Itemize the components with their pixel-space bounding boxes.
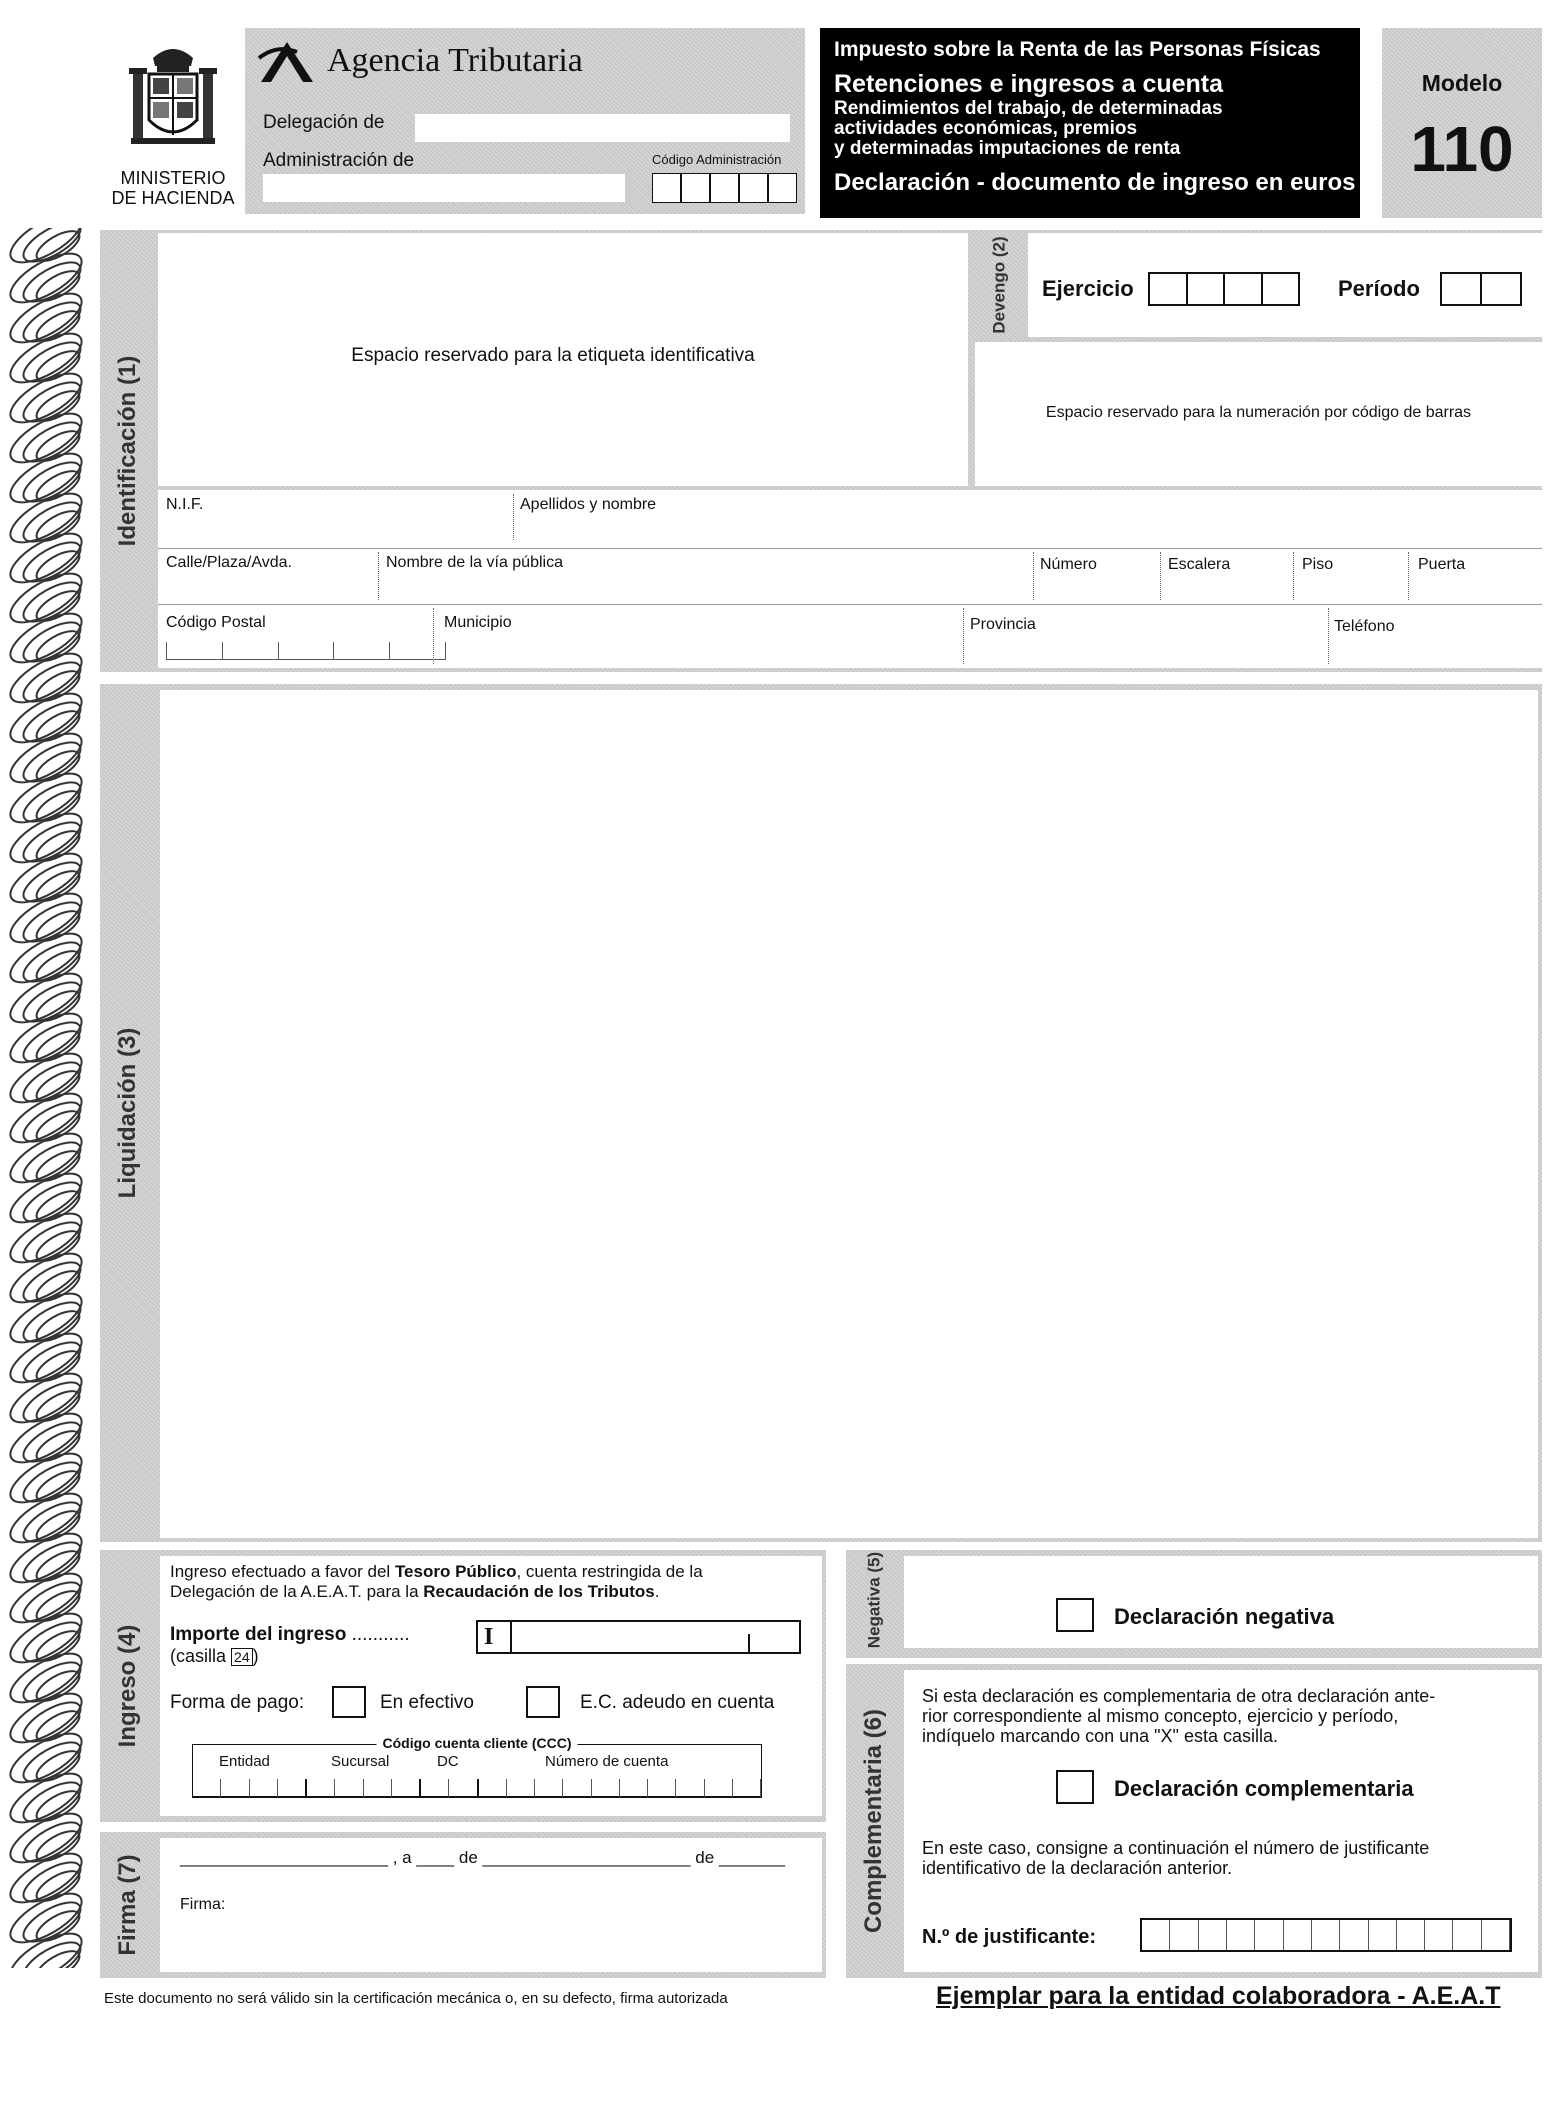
piso-label: Piso	[1302, 556, 1334, 573]
justificante-field[interactable]	[1140, 1918, 1512, 1952]
efectivo-label: En efectivo	[380, 1692, 474, 1713]
via-label: Nombre de la vía pública	[386, 554, 563, 571]
efectivo-checkbox[interactable]	[332, 1686, 366, 1718]
municipio-label: Municipio	[444, 614, 512, 631]
firma-date-line: ______________________ , a ____ de ______________________ de _______	[180, 1848, 786, 1867]
identificacion-label: Identificación (1)	[114, 355, 141, 547]
footer-note: Este documento no será válido sin la certificación mecánica o, en su defecto, firma autorizada	[104, 1990, 728, 2007]
modelo-label: Modelo	[1421, 70, 1503, 96]
ingreso-text-e: Recaudación de los Tributos	[423, 1582, 655, 1601]
importe-label: Importe del ingreso	[170, 1624, 347, 1645]
agency-header	[245, 28, 805, 214]
administracion-field[interactable]	[263, 174, 625, 202]
numero-field[interactable]	[1040, 576, 1155, 598]
ingreso-text-f: .	[654, 1582, 660, 1601]
delegacion-field[interactable]	[415, 114, 790, 142]
codigo-admin-field[interactable]	[652, 173, 797, 203]
puerta-field[interactable]	[1418, 576, 1536, 598]
municipio-field[interactable]	[444, 636, 964, 660]
tax-title-line4: actividades económicas, premios	[834, 118, 1138, 139]
agency-logo-icon	[257, 38, 317, 86]
agency-name: Agencia Tributaria	[327, 42, 583, 79]
ministry-name-1: MINISTERIO	[120, 168, 226, 188]
decorative-border	[0, 228, 98, 1968]
nif-field[interactable]	[166, 516, 506, 540]
complementaria-area	[904, 1670, 1538, 1972]
entidad-label: Entidad	[219, 1753, 270, 1770]
devengo-side	[972, 233, 1026, 337]
tax-title-line6: Declaración - documento de ingreso en euros	[834, 169, 1356, 196]
administracion-label: Administración de	[263, 150, 415, 171]
firma-label-vertical: Firma (7)	[114, 1854, 141, 1956]
cp-label: Código Postal	[166, 614, 266, 631]
ejercicio-label: Ejercicio	[1042, 276, 1134, 301]
provincia-label: Provincia	[970, 616, 1036, 633]
ingreso-text-c: , cuenta restringida de la	[516, 1562, 703, 1581]
liquidacion-area[interactable]	[160, 690, 1538, 1538]
importe-prefix: I	[484, 1624, 494, 1650]
adeudo-checkbox[interactable]	[526, 1686, 560, 1718]
justificante-label: N.º de justificante:	[922, 1926, 1096, 1948]
ministry-name-2: DE HACIENDA	[111, 188, 235, 208]
provincia-field[interactable]	[970, 636, 1320, 660]
casilla-label: (casilla	[170, 1646, 227, 1666]
modelo-number: 110	[1410, 113, 1514, 185]
casilla-close: )	[252, 1646, 259, 1666]
apellidos-field[interactable]	[520, 516, 1530, 540]
forma-pago-label: Forma de pago:	[170, 1692, 305, 1713]
ingreso-text-b: Tesoro Público	[394, 1562, 517, 1581]
tax-title-line1: Impuesto sobre la Renta de las Personas Físicas	[834, 38, 1321, 61]
puerta-label: Puerta	[1418, 556, 1466, 573]
complementaria-checkbox-label: Declaración complementaria	[1114, 1776, 1414, 1801]
firma-area[interactable]	[160, 1838, 822, 1972]
negativa-area	[904, 1556, 1538, 1648]
importe-dots: ...........	[351, 1624, 410, 1645]
devengo-label: Devengo (2)	[989, 236, 1009, 334]
delegacion-label: Delegación de	[263, 112, 385, 133]
etiqueta-area	[158, 233, 968, 486]
escalera-field[interactable]	[1168, 576, 1288, 598]
devengo-area	[1028, 233, 1542, 337]
casilla-number: 24	[231, 1648, 253, 1666]
calle-label: Calle/Plaza/Avda.	[166, 554, 292, 571]
numero-cuenta-label: Número de cuenta	[545, 1753, 669, 1770]
identificacion-side	[100, 230, 156, 672]
barcode-text: Espacio reservado para la numeración por código de barras	[1045, 404, 1472, 421]
modelo-box	[1382, 28, 1542, 218]
footer-ejemplar: Ejemplar para la entidad colaboradora - A.E.A.T	[936, 1982, 1501, 2010]
dc-label: DC	[437, 1753, 459, 1770]
negativa-label: Negativa (5)	[864, 1551, 884, 1649]
complementaria-text2: rior correspondiente al mismo concepto, ejercicio y período,	[922, 1706, 1399, 1726]
codigo-admin-label: Código Administración	[652, 152, 782, 167]
ingreso-label: Ingreso (4)	[114, 1624, 141, 1748]
liquidacion-label: Liquidación (3)	[114, 1027, 141, 1199]
complementaria-side	[846, 1664, 902, 1978]
complementaria-text1: Si esta declaración es complementaria de otra declaración ante-	[922, 1686, 1436, 1706]
periodo-label: Período	[1338, 276, 1420, 301]
piso-field[interactable]	[1302, 576, 1402, 598]
cp-field[interactable]	[166, 642, 446, 660]
numero-label: Número	[1040, 556, 1097, 573]
ingreso-side	[100, 1550, 156, 1822]
via-field[interactable]	[386, 574, 1026, 598]
negativa-checkbox-label: Declaración negativa	[1114, 1604, 1335, 1629]
etiqueta-text: Espacio reservado para la etiqueta identificativa	[351, 345, 755, 366]
tax-title-line5: y determinadas imputaciones de renta	[834, 138, 1181, 159]
negativa-side	[846, 1550, 902, 1650]
complementaria-text5: identificativo de la declaración anterior.	[922, 1858, 1233, 1878]
nif-label: N.I.F.	[166, 496, 204, 513]
ingreso-text-d: Delegación de la A.E.A.T. para la	[170, 1582, 424, 1601]
firma-side	[100, 1832, 156, 1978]
firma-label: Firma:	[180, 1896, 226, 1913]
ejercicio-field[interactable]	[1148, 272, 1300, 306]
address-area	[158, 490, 1542, 668]
adeudo-label: E.C. adeudo en cuenta	[580, 1692, 775, 1713]
barcode-area	[975, 342, 1542, 486]
telefono-field[interactable]	[1334, 638, 1534, 660]
ingreso-area	[160, 1556, 822, 1816]
ingreso-text-a: Ingreso efectuado a favor del	[170, 1562, 395, 1581]
sucursal-label: Sucursal	[331, 1753, 390, 1770]
complementaria-text3: indíquelo marcando con una "X" esta casilla.	[922, 1726, 1278, 1746]
escalera-label: Escalera	[1168, 556, 1231, 573]
tax-title-block	[820, 28, 1360, 218]
ministry-logo	[98, 40, 248, 210]
complementaria-checkbox[interactable]	[1056, 1770, 1094, 1804]
telefono-label: Teléfono	[1334, 618, 1395, 635]
importe-field[interactable]	[476, 1620, 801, 1654]
apellidos-label: Apellidos y nombre	[520, 496, 657, 513]
periodo-field[interactable]	[1440, 272, 1522, 306]
liquidacion-side	[100, 684, 156, 1542]
ccc-label: Código cuenta cliente (CCC)	[376, 1735, 577, 1751]
tax-title-line3: Rendimientos del trabajo, de determinadas	[834, 98, 1223, 119]
ccc-field[interactable]	[192, 1735, 762, 1798]
complementaria-label: Complementaria (6)	[860, 1708, 887, 1934]
tax-title-line2: Retenciones e ingresos a cuenta	[834, 70, 1224, 98]
coat-of-arms-icon	[123, 40, 223, 150]
negativa-checkbox[interactable]	[1056, 1598, 1094, 1632]
complementaria-text4: En este caso, consigne a continuación el número de justificante	[922, 1838, 1430, 1858]
